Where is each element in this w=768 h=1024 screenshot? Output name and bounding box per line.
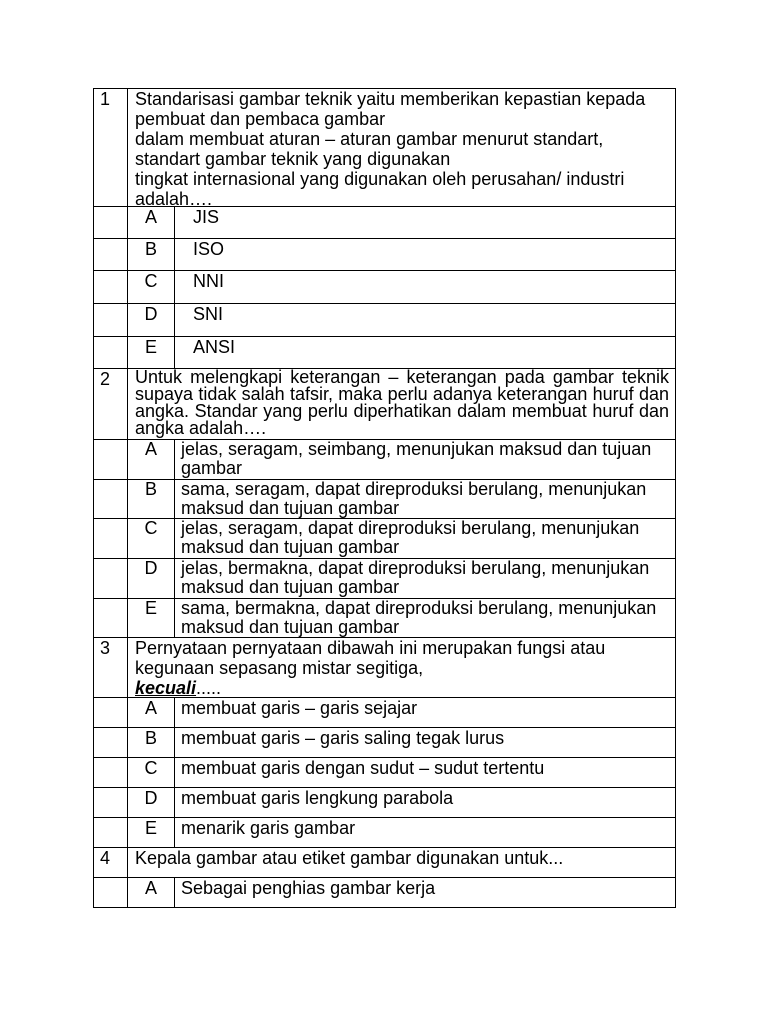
question-line: tingkat internasional yang digunakan oleh perusahan/ industri <box>135 169 625 189</box>
question-line: Pernyataan pernyataan dibawah ini merupakan fungsi atau <box>135 638 606 658</box>
option-row-3d <box>94 788 676 818</box>
option-row-1c <box>94 271 676 304</box>
option-letter: D <box>128 788 175 818</box>
option-letter: A <box>128 698 175 728</box>
option-row-3e <box>94 818 676 848</box>
option-letter: C <box>128 758 175 788</box>
option-text: NNI <box>175 271 676 304</box>
option-letter: B <box>128 480 175 519</box>
question-line: Standarisasi gambar teknik yaitu memberikan kepastian kepada <box>135 89 646 109</box>
option-text: membuat garis – garis saling tegak lurus <box>175 728 676 758</box>
option-text: jelas, seragam, seimbang, menunjukan maksud dan tujuan gambar <box>175 440 676 480</box>
question-line: supaya tidak salah tafsir, maka perlu adanya keterangan huruf dan <box>135 384 669 404</box>
empty-cell <box>94 271 128 304</box>
empty-cell <box>94 698 128 728</box>
option-text: membuat garis – garis sejajar <box>175 698 676 728</box>
option-row-1b <box>94 239 676 271</box>
option-letter: A <box>128 878 175 908</box>
option-letter: B <box>128 728 175 758</box>
option-row-2b <box>94 480 676 519</box>
question-text <box>128 638 676 698</box>
option-text: menarik garis gambar <box>175 818 676 848</box>
option-text: SNI <box>175 304 676 337</box>
option-text: jelas, seragam, dapat direproduksi berulang, menunjukan maksud dan tujuan gambar <box>175 519 676 559</box>
option-row-1d <box>94 304 676 337</box>
option-text: ISO <box>175 239 676 271</box>
empty-cell <box>94 480 128 519</box>
question-row-1 <box>94 89 676 207</box>
question-number: 3 <box>94 638 128 698</box>
empty-cell <box>94 440 128 480</box>
emphasis-word: kecuali <box>135 678 197 698</box>
empty-cell <box>94 337 128 369</box>
option-row-2c <box>94 519 676 559</box>
question-number: 1 <box>94 89 128 207</box>
question-line: Untuk melengkapi keterangan – keterangan pada gambar teknik <box>135 367 669 387</box>
emphasis-tail: ..... <box>196 678 222 698</box>
question-line: angka adalah…. <box>135 418 267 438</box>
option-letter: A <box>128 440 175 480</box>
option-row-3c <box>94 758 676 788</box>
question-row-3 <box>94 638 676 698</box>
question-number: 2 <box>94 369 128 440</box>
empty-cell <box>94 559 128 599</box>
empty-cell <box>94 758 128 788</box>
empty-cell <box>94 728 128 758</box>
option-letter: D <box>128 304 175 337</box>
empty-cell <box>94 304 128 337</box>
empty-cell <box>94 788 128 818</box>
empty-cell <box>94 207 128 239</box>
question-text <box>128 89 676 207</box>
option-text: sama, seragam, dapat direproduksi berulang, menunjukan maksud dan tujuan gambar <box>175 480 676 519</box>
option-letter: C <box>128 271 175 304</box>
option-text: membuat garis lengkung parabola <box>175 788 676 818</box>
option-text: jelas, bermakna, dapat direproduksi berulang, menunjukan maksud dan tujuan gambar <box>175 559 676 599</box>
question-text <box>128 369 676 440</box>
option-letter: D <box>128 559 175 599</box>
empty-cell <box>94 599 128 638</box>
option-letter: E <box>128 599 175 638</box>
option-row-4a <box>94 878 676 908</box>
question-line: Kepala gambar atau etiket gambar digunakan untuk... <box>135 848 564 868</box>
option-row-3a <box>94 698 676 728</box>
empty-cell <box>94 818 128 848</box>
question-line: dalam membuat aturan – aturan gambar menurut standart, <box>135 129 604 149</box>
option-text: Sebagai penghias gambar kerja <box>175 878 676 908</box>
option-letter: A <box>128 207 175 239</box>
option-text: ANSI <box>175 337 676 369</box>
question-line: standart gambar teknik yang digunakan <box>135 149 451 169</box>
option-letter: E <box>128 818 175 848</box>
empty-cell <box>94 519 128 559</box>
question-text <box>128 848 676 878</box>
option-letter: B <box>128 239 175 271</box>
option-letter: E <box>128 337 175 369</box>
question-line: adalah…. <box>135 189 213 209</box>
option-text: sama, bermakna, dapat direproduksi berulang, menunjukan maksud dan tujuan gambar <box>175 599 676 638</box>
question-line: kegunaan sepasang mistar segitiga, <box>135 658 424 678</box>
option-row-1a <box>94 207 676 239</box>
empty-cell <box>94 878 128 908</box>
question-line: pembuat dan pembaca gambar <box>135 109 386 129</box>
question-row-4 <box>94 848 676 878</box>
empty-cell <box>94 239 128 271</box>
question-line <box>135 678 669 698</box>
option-row-3b <box>94 728 676 758</box>
question-row-2 <box>94 369 676 440</box>
option-row-1e <box>94 337 676 369</box>
option-row-2a <box>94 440 676 480</box>
question-line: angka. Standar yang perlu diperhatikan dalam membuat huruf dan <box>135 401 669 421</box>
option-row-2d <box>94 559 676 599</box>
option-letter: C <box>128 519 175 559</box>
option-row-2e <box>94 599 676 638</box>
question-table <box>93 88 676 908</box>
option-text: JIS <box>175 207 676 239</box>
question-number: 4 <box>94 848 128 878</box>
option-text: membuat garis dengan sudut – sudut tertentu <box>175 758 676 788</box>
